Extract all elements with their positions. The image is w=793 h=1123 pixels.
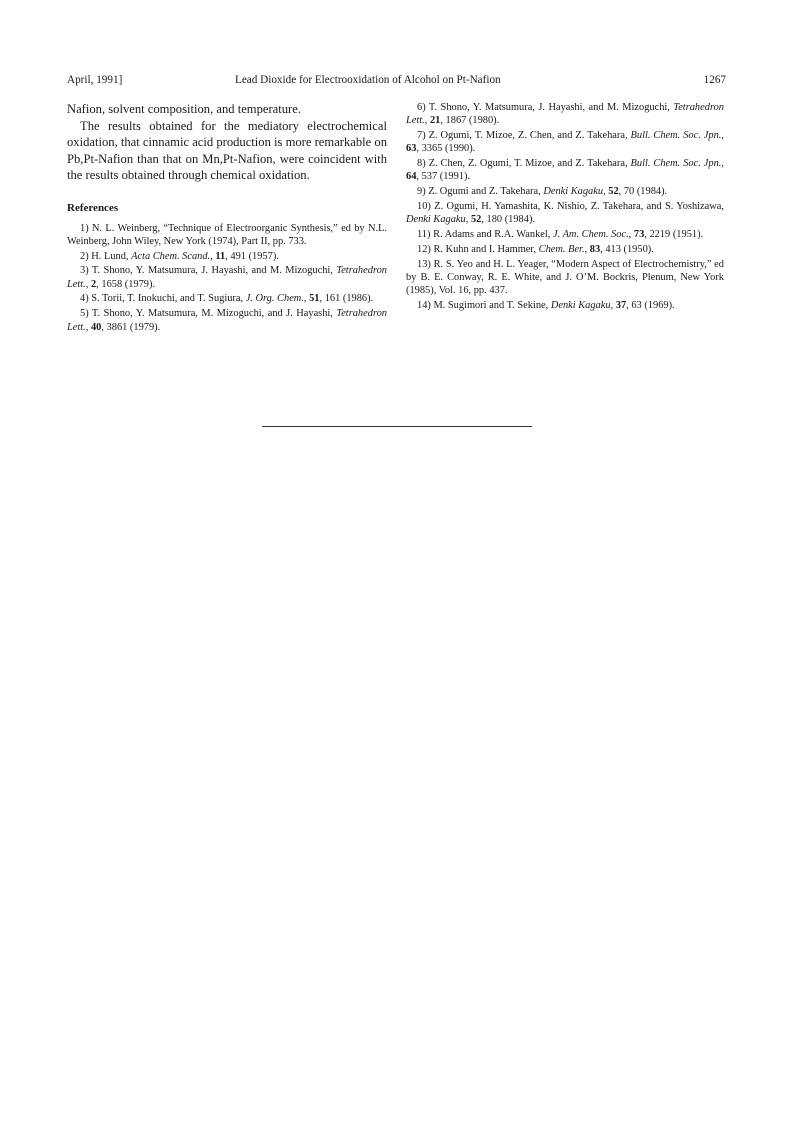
reference-item: 5) T. Shono, Y. Matsumura, M. Mizoguchi, and J. Hayashi, Tetrahedron Lett., 40, 3861 (1979). [67, 308, 387, 333]
page-number: 1267 [703, 74, 726, 86]
reference-item: 1) N. L. Weinberg, “Technique of Electroorganic Synthesis,” ed by N.L. Weinberg, John Wiley, New York (1974), Part II, pp. 733. [67, 222, 387, 247]
left-column [67, 101, 387, 335]
reference-item: 10) Z. Ogumi, H. Yamashita, K. Nishio, Z. Takehara, and S. Yoshizawa, Denki Kagaku, 52, 180 (1984). [406, 201, 724, 226]
reference-item: 3) T. Shono, Y. Matsumura, J. Hayashi, and M. Mizoguchi, Tetrahedron Lett., 2, 1658 (1979). [67, 265, 387, 290]
right-column [406, 101, 724, 314]
reference-item: 6) T. Shono, Y. Matsumura, J. Hayashi, and M. Mizoguchi, Tetrahedron Lett., 21, 1867 (1980). [406, 102, 724, 127]
running-title: Lead Dioxide for Electrooxidation of Alcohol on Pt-Nafion [235, 74, 501, 86]
end-rule [262, 426, 532, 427]
references-heading: References [67, 201, 119, 214]
reference-item: 11) R. Adams and R.A. Wankel, J. Am. Chem. Soc., 73, 2219 (1951). [417, 229, 704, 241]
reference-item: 8) Z. Chen, Z. Ogumi, T. Mizoe, and Z. Takehara, Bull. Chem. Soc. Jpn., 64, 537 (1991). [406, 158, 724, 183]
body-paragraph-2: The results obtained for the mediatory electrochemical oxidation, that cinnamic acid production is more remarkable on Pb,Pt-Nafion than that on Mn,Pt-Nafion, were coincident with the results obtained through chemical oxidation. [67, 118, 387, 182]
running-head [67, 74, 726, 90]
body-paragraph-1: Nafion, solvent composition, and temperature. [67, 102, 301, 116]
reference-item: 13) R. S. Yeo and H. L. Yeager, “Modern Aspect of Electrochemistry,” ed by B. E. Conway, R. E. White, and J. O’M. Bockris, Plenum, New York (1985), Vol. 16, pp. 437. [406, 258, 724, 297]
reference-item: 2) H. Lund, Acta Chem. Scand., 11, 491 (1957). [80, 250, 279, 262]
journal-date: April, 1991] [67, 74, 123, 86]
reference-item: 4) S. Torii, T. Inokuchi, and T. Sugiura, J. Org. Chem., 51, 161 (1986). [80, 293, 374, 305]
reference-item: 7) Z. Ogumi, T. Mizoe, Z. Chen, and Z. Takehara, Bull. Chem. Soc. Jpn., 63, 3365 (1990). [406, 130, 724, 155]
reference-item: 12) R. Kuhn and I. Hammer, Chem. Ber., 83, 413 (1950). [417, 243, 654, 255]
reference-item: 14) M. Sugimori and T. Sekine, Denki Kagaku, 37, 63 (1969). [417, 300, 675, 312]
reference-item: 9) Z. Ogumi and Z. Takehara, Denki Kagaku, 52, 70 (1984). [417, 186, 668, 198]
